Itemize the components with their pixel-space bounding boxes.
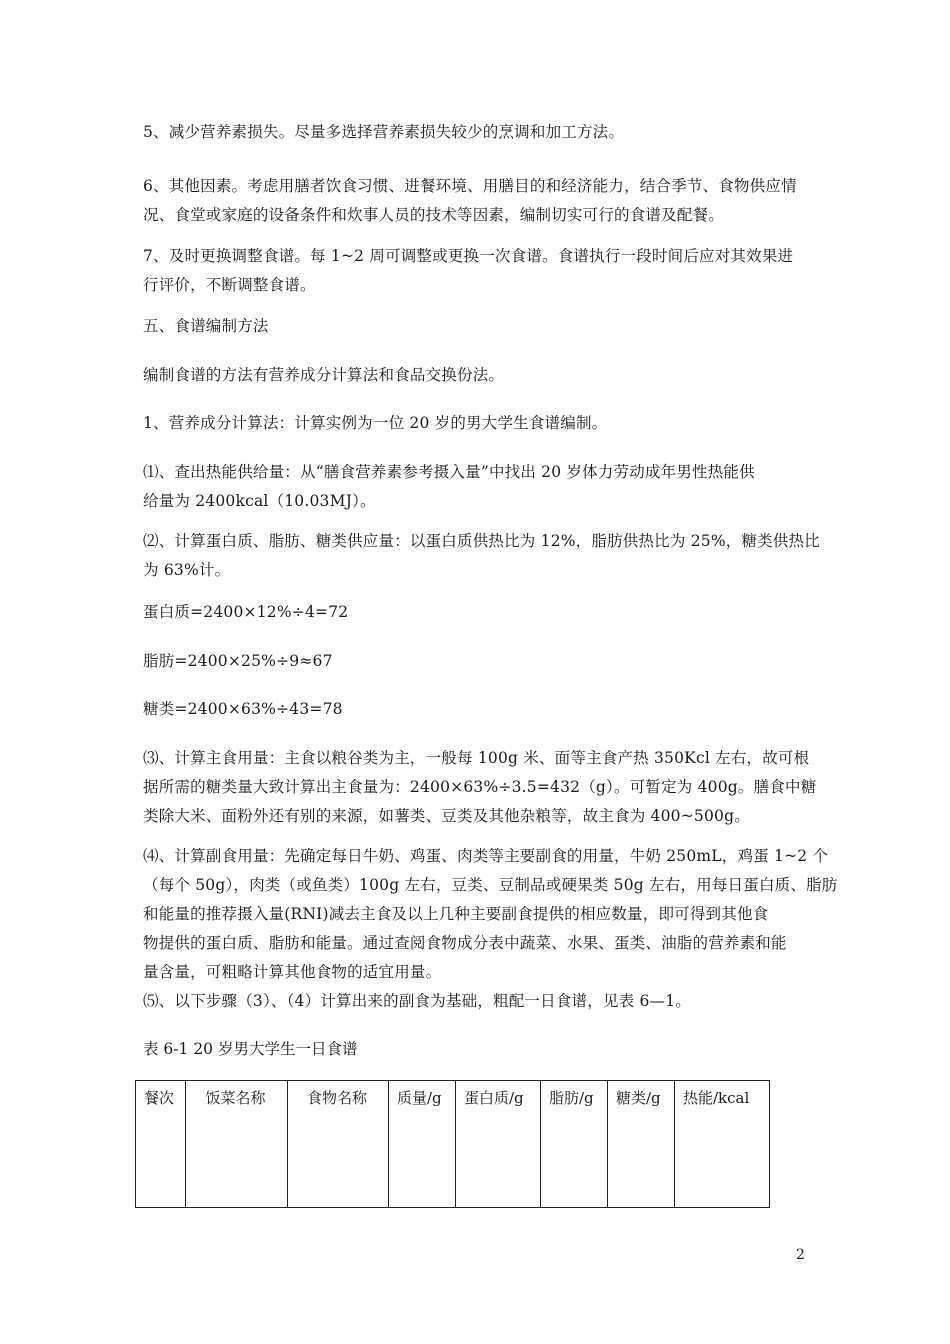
section-heading-menu-methods: 五、食谱编制方法 bbox=[143, 317, 269, 335]
header-carbohydrate: 糖类/g bbox=[608, 1081, 675, 1208]
paragraph-step-4-side-dishes: ⑷、计算副食用量：先确定每日牛奶、鸡蛋、肉类等主要副食的用量，牛奶 250mL，鸡蛋 1~2 个 （每个 50g），肉类（或鱼类）100g 左右，豆类、豆制品或硬果类 50g 左右，用每日蛋白质、脂肪 和能量的推荐摄入量(RNI)减去主食及以上几种主要副食提供的相应数量，即可得到其他食 物提供的蛋白质、脂肪和能量。通过查阅食物成分表中蔬菜、水果、蛋类、油脂的营养素和能 量含量，可粗略计算其他食物的适宜用量。 bbox=[143, 847, 838, 981]
paragraph-reduce-nutrient-loss: 5、减少营养素损失。尽量多选择营养素损失较少的烹调和加工方法。 bbox=[143, 123, 625, 141]
paragraph-update-menu: 7、及时更换调整食谱。每 1~2 周可调整或更换一次食谱。食谱执行一段时间后应对其效果进 行评价，不断调整食谱。 bbox=[143, 247, 794, 294]
header-fat: 脂肪/g bbox=[541, 1081, 608, 1208]
paragraph-step-1-energy: ⑴、查出热能供给量：从“膳食营养素参考摄入量”中找出 20 岁体力劳动成年男性热能供 给量为 2400kcal（10.03MJ）。 bbox=[143, 463, 755, 510]
daily-menu-table bbox=[135, 1080, 770, 1208]
formula-fat: 脂肪=2400×25%÷9≈67 bbox=[143, 652, 333, 670]
table-caption: 表 6-1 20 岁男大学生一日食谱 bbox=[143, 1040, 358, 1058]
header-meal: 餐次 bbox=[136, 1081, 186, 1208]
header-protein: 蛋白质/g bbox=[456, 1081, 541, 1208]
paragraph-step-3-staple: ⑶、计算主食用量：主食以粮谷类为主，一般每 100g 米、面等主食产热 350Kcl 左右，故可根 据所需的糖类量大致计算出主食量为：2400×63%÷3.5=432（g）。可暂定为 400g。膳食中糖 类除大米、面粉外还有别的来源，如薯类、豆类及其他杂粮等，故主食为 400~500g。 bbox=[143, 749, 817, 825]
table-header-row bbox=[136, 1081, 770, 1208]
paragraph-step-5-draft-menu: ⑸、以下步骤（3）、（4）计算出来的副食为基础，粗配一日食谱，见表 6—1。 bbox=[143, 992, 691, 1010]
paragraph-step-2-macros: ⑵、计算蛋白质、脂肪、糖类供应量：以蛋白质供热比为 12%，脂肪供热比为 25%，糖类供热比 为 63%计。 bbox=[143, 532, 820, 579]
header-mass: 质量/g bbox=[389, 1081, 456, 1208]
header-energy: 热能/kcal bbox=[675, 1081, 770, 1208]
formula-protein: 蛋白质=2400×12%÷4=72 bbox=[143, 603, 349, 621]
paragraph-methods-intro: 编制食谱的方法有营养成分计算法和食品交换份法。 bbox=[143, 366, 505, 384]
header-food-name: 食物名称 bbox=[288, 1081, 389, 1208]
header-dish-name: 饭菜名称 bbox=[186, 1081, 288, 1208]
paragraph-nutrient-calculation: 1、营养成分计算法：计算实例为一位 20 岁的男大学生食谱编制。 bbox=[143, 414, 608, 432]
paragraph-other-factors: 6、其他因素。考虑用膳者饮食习惯、进餐环境、用膳目的和经济能力，结合季节、食物供应情 况、食堂或家庭的设备条件和炊事人员的技术等因素，编制切实可行的食谱及配餐。 bbox=[143, 177, 797, 224]
formula-carbohydrate: 糖类=2400×63%÷43=78 bbox=[143, 700, 343, 718]
page-number: 2 bbox=[796, 1247, 805, 1263]
